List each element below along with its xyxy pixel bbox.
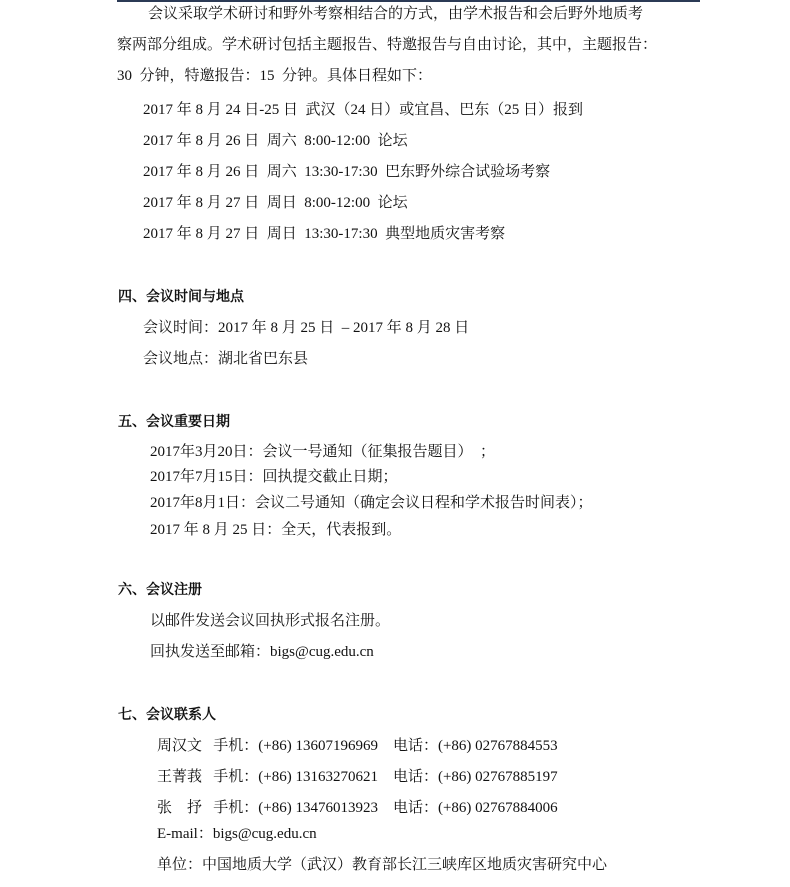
intro-line: 察两部分组成。学术研讨包括主题报告、特邀报告与自由讨论，其中，主题报告： [117,37,658,53]
date-item: 2017年3月20日：会议一号通知（征集报告题目） ； [150,444,496,460]
info-line: 以邮件发送会议回执形式报名注册。 [150,613,391,629]
schedule-item: 2017 年 8 月 24 日-25 日 武汉（24 日）或宜昌、巴东（25 日）报到 [143,102,583,118]
schedule-item: 2017 年 8 月 27 日 周日 13:30-17:30 典型地质灾害考察 [143,226,506,242]
date-item: 2017年7月15日：回执提交截止日期； [150,469,398,485]
date-item: 2017年8月1日：会议二号通知（确定会议日程和学术报告时间表）； [150,495,593,511]
schedule-item: 2017 年 8 月 27 日 周日 8:00-12:00 论坛 [143,195,408,211]
date-item: 2017 年 8 月 25 日：全天，代表报到。 [150,522,402,538]
email-line: E-mail：bigs@cug.edu.cn [157,826,317,842]
section-heading: 六、会议注册 [118,582,202,598]
intro-line: 会议采取学术研讨和野外考察相结合的方式，由学术报告和会后野外地质考 [148,6,644,22]
info-line: 会议时间：2017 年 8 月 25 日 – 2017 年 8 月 28 日 [143,320,470,336]
intro-line: 30 分钟，特邀报告：15 分钟。具体日程如下： [117,68,433,84]
section-heading: 七、会议联系人 [118,707,216,723]
section-heading: 四、会议时间与地点 [118,289,244,305]
contact-row: 王菁莪 手机：(+86) 13163270621 电话：(+86) 02767885197 [157,769,558,785]
schedule-item: 2017 年 8 月 26 日 周六 8:00-12:00 论坛 [143,133,408,149]
info-line: 回执发送至邮箱：bigs@cug.edu.cn [150,644,374,660]
schedule-item: 2017 年 8 月 26 日 周六 13:30-17:30 巴东野外综合试验场考察 [143,164,551,180]
contact-row: 张 抒 手机：(+86) 13476013923 电话：(+86) 02767884006 [157,800,558,816]
section-heading: 五、会议重要日期 [118,414,230,430]
info-line: 会议地点：湖北省巴东县 [143,351,309,367]
unit-line: 单位：中国地质大学（武汉）教育部长江三峡库区地质灾害研究中心 [157,857,608,873]
top-rule [117,0,700,2]
contact-row: 周汉文 手机：(+86) 13607196969 电话：(+86) 02767884553 [157,738,558,754]
